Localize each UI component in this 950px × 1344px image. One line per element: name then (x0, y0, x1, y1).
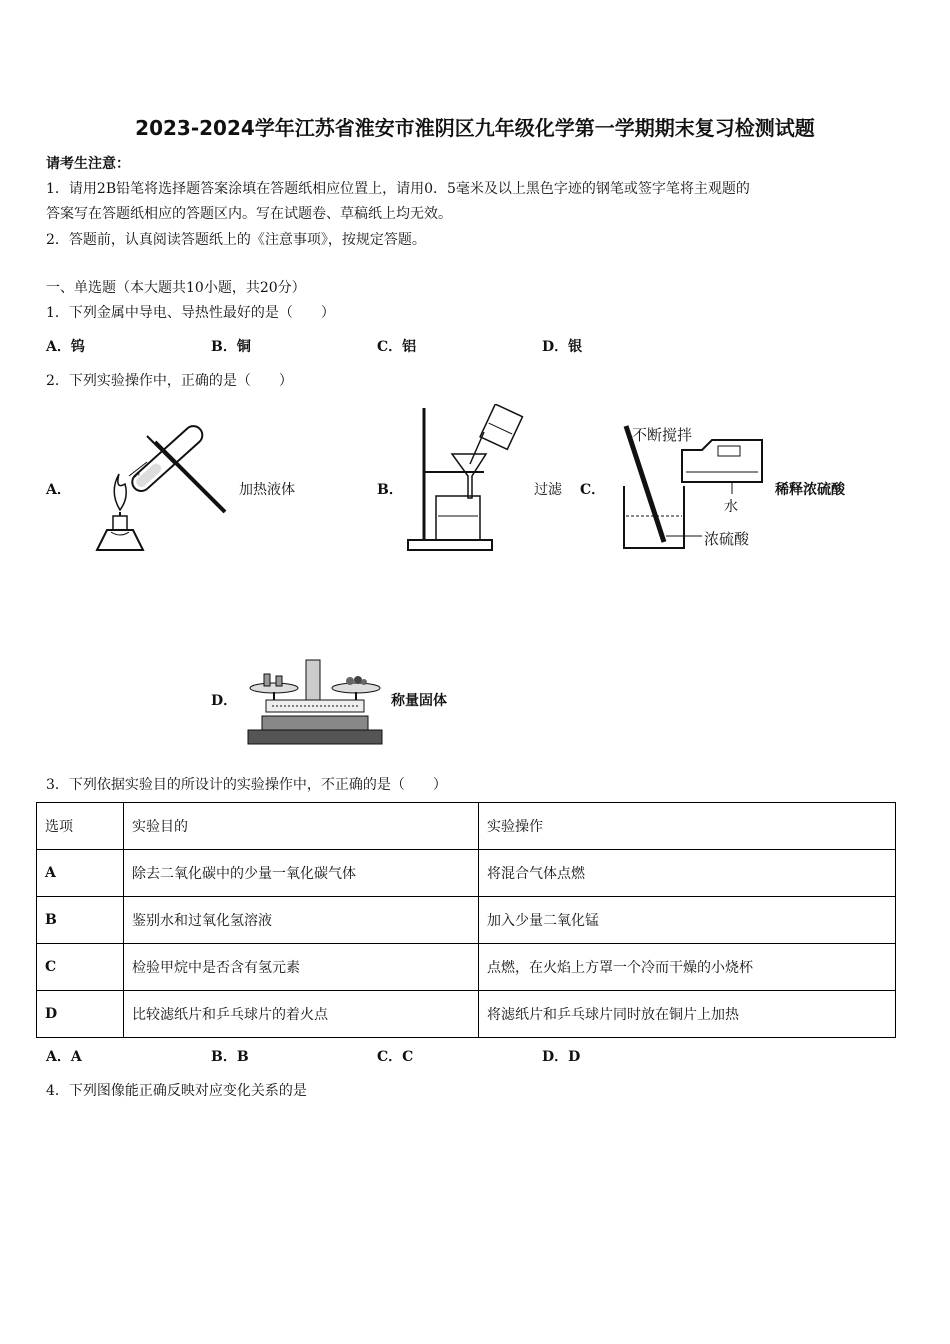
balance-figure (244, 656, 386, 748)
q3-option-c[interactable]: C．C (377, 1049, 414, 1065)
q3-option-d[interactable]: D．D (542, 1049, 581, 1065)
notice-line-1: 1．请用2B铅笔将选择题答案涂填在答题纸相应位置上，请用0．5毫米及以上黑色字迹的钢笔或签字笔将主观题的 (46, 181, 750, 197)
q1-option-b[interactable]: B．铜 (211, 339, 251, 355)
q2-stem: 2．下列实验操作中，正确的是（ ） (46, 373, 293, 389)
q1-option-c[interactable]: C．铝 (377, 339, 417, 355)
q2-b-label: 过滤 (534, 482, 562, 498)
q3-option-b[interactable]: B．B (211, 1049, 249, 1065)
q2-c-label: 稀释浓硫酸 (775, 482, 845, 498)
row-option: D (37, 991, 124, 1038)
q2-option-c[interactable]: C． (580, 482, 606, 498)
q1-option-d[interactable]: D．银 (542, 339, 583, 355)
filtration-figure (404, 404, 528, 554)
row-operation: 将滤纸片和乒乓球片同时放在铜片上加热 (479, 991, 896, 1038)
notice-heading: 请考生注意： (46, 156, 130, 172)
q2-option-d[interactable]: D． (211, 693, 238, 709)
q1-option-a[interactable]: A．钨 (46, 339, 85, 355)
row-operation: 将混合气体点燃 (479, 850, 896, 897)
row-option: B (37, 897, 124, 944)
q3-table (36, 802, 896, 1038)
row-operation: 加入少量二氧化锰 (479, 897, 896, 944)
q4-stem: 4．下列图像能正确反映对应变化关系的是 (46, 1083, 307, 1099)
q3-stem: 3．下列依据实验目的所设计的实验操作中，不正确的是（ ） (46, 777, 447, 793)
svg-text:↗: ↗ (133, 471, 141, 481)
row-purpose: 比较滤纸片和乒乓球片的着火点 (124, 991, 479, 1038)
q1-stem: 1．下列金属中导电、导热性最好的是（ ） (46, 305, 335, 321)
row-purpose: 除去二氧化碳中的少量一氧化碳气体 (124, 850, 479, 897)
q2-a-label: 加热液体 (239, 482, 295, 498)
row-operation: 点燃，在火焰上方罩一个冷而干燥的小烧杯 (479, 944, 896, 991)
section-heading: 一、单选题（本大题共10小题，共20分） (46, 280, 306, 296)
table-row (37, 850, 896, 897)
heating-liquid-figure (85, 412, 235, 558)
page-title: 2023-2024学年江苏省淮安市淮阴区九年级化学第一学期期末复习检测试题 (135, 116, 815, 140)
q2-d-label: 称量固体 (391, 693, 447, 709)
table-row (37, 897, 896, 944)
header-purpose: 实验目的 (124, 803, 479, 850)
row-purpose: 鉴别水和过氧化氢溶液 (124, 897, 479, 944)
q2-option-a[interactable]: A． (46, 482, 71, 498)
table-header-row (37, 803, 896, 850)
q2-c-annotation-acid: 浓硫酸 (704, 530, 750, 548)
q2-c-annotation-water: 水 (724, 499, 738, 515)
table-row (37, 944, 896, 991)
header-option: 选项 (37, 803, 124, 850)
header-operation: 实验操作 (479, 803, 896, 850)
table-row (37, 991, 896, 1038)
notice-line-1b: 答案写在答题纸相应的答题区内。写在试题卷、草稿纸上均无效。 (46, 206, 452, 222)
row-purpose: 检验甲烷中是否含有氢元素 (124, 944, 479, 991)
row-option: C (37, 944, 124, 991)
notice-line-2: 2．答题前，认真阅读答题纸上的《注意事项》，按规定答题。 (46, 232, 426, 248)
q3-option-a[interactable]: A．A (46, 1049, 82, 1065)
row-option: A (37, 850, 124, 897)
q2-option-b[interactable]: B． (377, 482, 403, 498)
q2-c-annotation-stir: 不断搅拌 (632, 426, 693, 444)
